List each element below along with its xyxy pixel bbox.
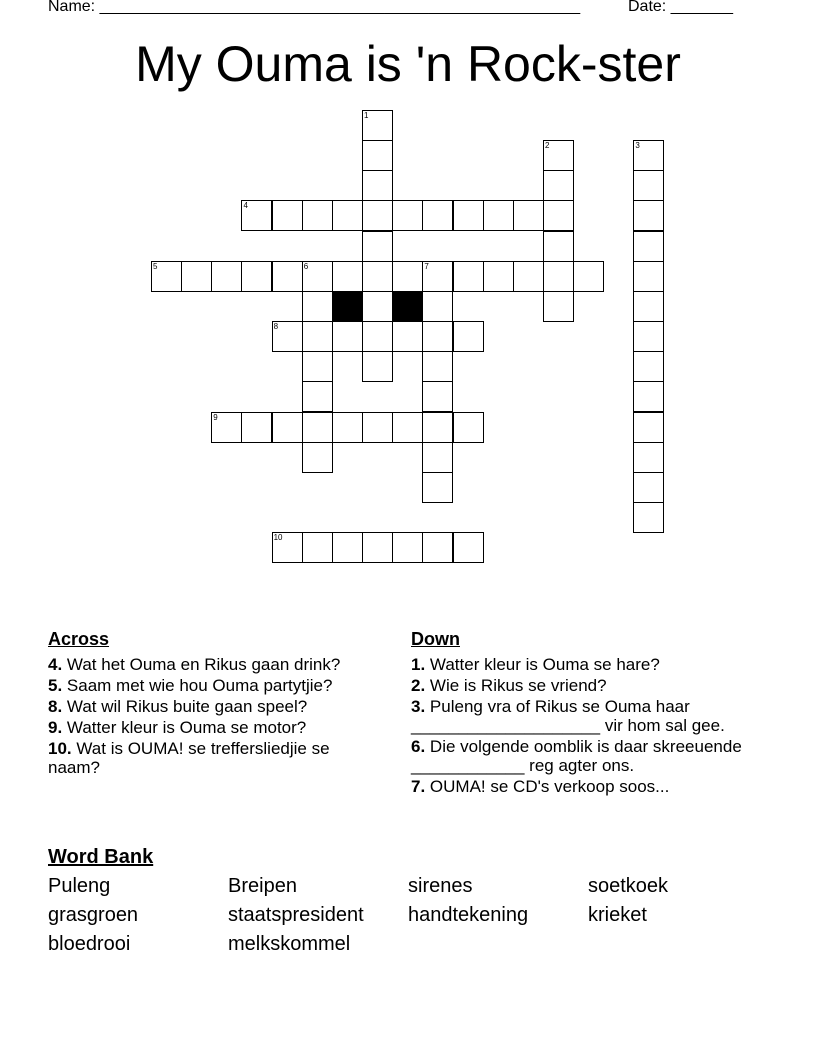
crossword-cell[interactable] [362,412,393,443]
crossword-cell[interactable] [392,200,423,231]
clue-number: 7 [424,261,429,271]
name-field-label: Name: ______________________________________________________ [48,0,581,15]
crossword-cell[interactable] [483,261,514,292]
crossword-cell[interactable] [272,261,303,292]
crossword-black-cell [392,291,423,322]
clue-across-5: 5. Saam met wie hou Ouma partytjie? [48,676,333,695]
crossword-cell[interactable] [392,261,423,292]
clue-number: 6 [303,261,309,271]
crossword-cell[interactable] [332,412,363,443]
crossword-cell[interactable] [633,321,664,352]
clue-down-3: 3. Puleng vra of Rikus se Ouma haar ____________________ vir hom sal gee. [411,697,725,735]
crossword-cell[interactable] [543,140,574,171]
crossword-cell[interactable] [633,140,664,171]
crossword-cell[interactable] [211,412,242,443]
crossword-cell[interactable] [633,502,664,533]
crossword-black-cell [332,291,363,322]
word-bank-item: soetkoek [588,875,669,897]
clue-number: 3 [635,141,640,151]
crossword-cell[interactable] [362,321,393,352]
word-bank-item: handtekening [408,904,529,926]
clue-number: 8 [273,322,279,332]
crossword-cell[interactable] [272,200,303,231]
crossword-cell[interactable] [392,321,423,352]
crossword-cell[interactable] [362,532,393,563]
word-bank-item: sirenes [408,875,473,897]
page-title: My Ouma is 'n Rock-ster [135,36,681,92]
crossword-cell[interactable] [453,321,484,352]
crossword-cell[interactable] [332,532,363,563]
clue-number: 10 [273,533,283,543]
clue-down-1: 1. Watter kleur is Ouma se hare? [411,655,660,674]
crossword-cell[interactable] [362,200,393,231]
crossword-cell[interactable] [362,261,393,292]
word-bank-heading: Word Bank [48,846,154,868]
crossword-cell[interactable] [633,442,664,473]
crossword-cell[interactable] [272,412,303,443]
clue-down-2: 2. Wie is Rikus se vriend? [411,676,607,695]
word-bank-item: Puleng [48,875,111,897]
crossword-cell[interactable] [302,532,333,563]
word-bank-item: bloedrooi [48,933,131,955]
word-bank [48,874,768,956]
crossword-cell[interactable] [362,291,393,322]
crossword-cell[interactable] [633,170,664,201]
crossword-cell[interactable] [302,412,333,443]
crossword-cell[interactable] [362,170,393,201]
crossword-cell[interactable] [453,412,484,443]
crossword-cell[interactable] [633,200,664,231]
crossword-cell[interactable] [392,412,423,443]
crossword-cell[interactable] [422,442,453,473]
clue-down-6: 6. Die volgende oomblik is daar skreeuende ____________ reg agter ons. [411,737,742,775]
crossword-cell[interactable] [633,291,664,322]
crossword-cell[interactable] [422,291,453,322]
crossword-cell[interactable] [302,321,333,352]
down-heading: Down [411,629,460,649]
crossword-cell[interactable] [633,472,664,503]
down-clues [411,630,746,798]
across-heading: Across [48,629,110,649]
clue-number: 5 [153,261,158,271]
crossword-cell[interactable] [272,532,303,563]
crossword-cell[interactable] [302,442,333,473]
crossword-cell[interactable] [241,412,272,443]
crossword-cell[interactable] [543,291,574,322]
crossword-cell[interactable] [241,200,272,231]
clue-down-7: 7. OUMA! se CD's verkoop soos... [411,777,670,796]
across-clues [48,630,383,779]
date-field-label: Date: _______ [628,0,733,15]
crossword-cell[interactable] [241,261,272,292]
crossword-cell[interactable] [362,110,393,141]
word-bank-item: grasgroen [48,904,139,926]
crossword-cell[interactable] [633,231,664,262]
crossword-cell[interactable] [513,200,544,231]
crossword-cell[interactable] [453,532,484,563]
crossword-cell[interactable] [573,261,604,292]
crossword-cell[interactable] [302,351,333,382]
crossword-cell[interactable] [422,351,453,382]
crossword-cell[interactable] [422,532,453,563]
crossword-cell[interactable] [422,412,453,443]
crossword-cell[interactable] [513,261,544,292]
clue-number: 9 [213,412,218,422]
crossword-cell[interactable] [543,231,574,262]
word-bank-item: Breipen [228,875,297,897]
crossword-cell[interactable] [362,351,393,382]
clue-across-4: 4. Wat het Ouma en Rikus gaan drink? [48,655,341,674]
crossword-cell[interactable] [633,261,664,292]
crossword-cell[interactable] [362,140,393,171]
crossword-cell[interactable] [633,412,664,443]
crossword-cell[interactable] [151,261,182,292]
crossword-cell[interactable] [211,261,242,292]
clue-number: 1 [364,111,369,120]
crossword-cell[interactable] [483,200,514,231]
crossword-cell[interactable] [633,381,664,412]
word-bank-item: krieket [588,904,647,926]
crossword-cell[interactable] [633,351,664,382]
crossword-cell[interactable] [543,261,574,292]
crossword-cell[interactable] [272,321,303,352]
crossword-cell[interactable] [392,532,423,563]
crossword-cell[interactable] [422,472,453,503]
crossword-cell[interactable] [302,381,333,412]
clue-across-9: 9. Watter kleur is Ouma se motor? [48,718,307,737]
crossword-cell[interactable] [302,291,333,322]
word-bank-item: melkskommel [228,933,351,955]
crossword-cell[interactable] [362,231,393,262]
crossword-cell[interactable] [422,261,453,292]
crossword-cell[interactable] [302,261,333,292]
crossword-cell[interactable] [181,261,212,292]
crossword-cell[interactable] [453,200,484,231]
clue-across-10: 10. Wat is OUMA! se treffersliedjie se naam? [48,739,330,777]
clue-number: 4 [243,201,248,211]
crossword-cell[interactable] [332,321,363,352]
clue-number: 2 [544,141,550,151]
word-bank-item: staatspresident [228,904,364,926]
crossword-cell[interactable] [332,261,363,292]
crossword-cell[interactable] [543,200,574,231]
crossword-cell[interactable] [543,170,574,201]
clue-across-8: 8. Wat wil Rikus buite gaan speel? [48,697,308,716]
crossword-cell[interactable] [302,200,333,231]
crossword-cell[interactable] [332,200,363,231]
crossword-cell[interactable] [422,321,453,352]
crossword-cell[interactable] [422,381,453,412]
crossword-cell[interactable] [422,200,453,231]
crossword-cell[interactable] [453,261,484,292]
